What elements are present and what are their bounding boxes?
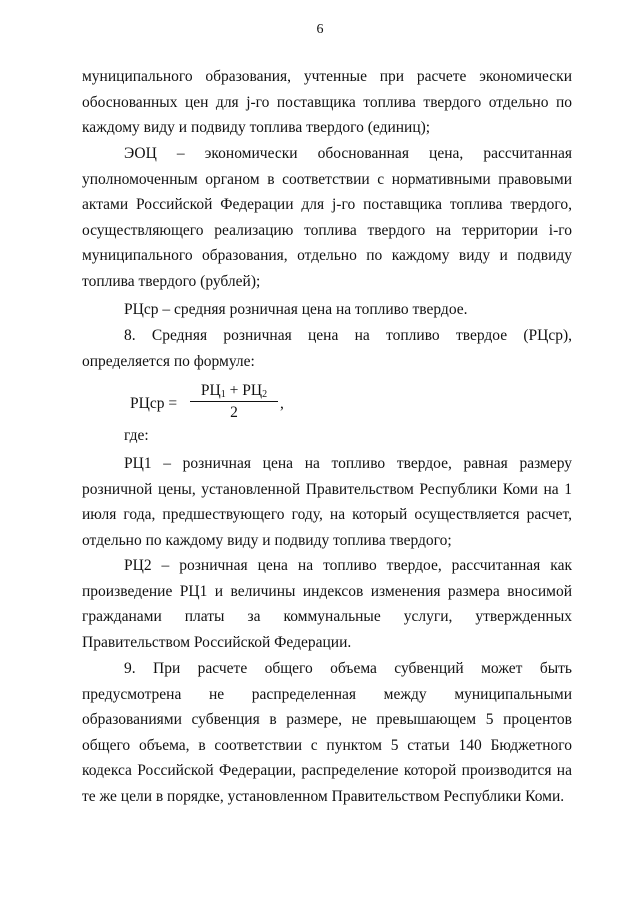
formula-comma: ,: [280, 395, 284, 412]
formula-lhs: РЦср =: [130, 395, 178, 412]
paragraph-item-8: 8. Средняя розничная цена на топливо твердое (РЦср), определяется по формуле:: [82, 327, 572, 370]
formula-fraction: [190, 382, 278, 422]
paragraph-rcsr-definition: РЦср – средняя розничная цена на топливо твердое.: [124, 301, 468, 318]
page-number: 6: [316, 22, 324, 37]
paragraph-item-9: 9. При расчете общего объема субвенций может быть предусмотрена не распределенная между муниципальными образованиями субвенция в размере, не превышающем 5 процентов общего объема, в соответствии с пунктом 5 статьи 140 Бюджетного кодекса Российской Федерации, распределение которой производится на те же цели в порядке, установленном Правительством Республики Коми.: [82, 660, 572, 805]
paragraph-rc1-definition: РЦ1 – розничная цена на топливо твердое, равная размеру розничной цены, установленной Правительством Республики Коми на 1 июля года, предшествующего году, на который осуществляется расчет, отдельно по каждому виду и подвиду топлива твердого;: [82, 455, 572, 549]
paragraph-where: где:: [124, 427, 149, 444]
formula-denominator: 2: [230, 404, 238, 421]
formula-numerator: $РЦ_1 + РЦ_2$: [190, 382, 278, 402]
paragraph-continuation: муниципального образования, учтенные при расчете экономически обоснованных цен для j-го поставщика топлива твердого отдельно по каждому виду и подвиду топлива твердого (единиц);: [82, 68, 572, 136]
paragraph-rc2-definition: РЦ2 – розничная цена на топливо твердое, рассчитанная как произведение РЦ1 и величины индексов изменения размера вносимой гражданами платы за коммунальные услуги, утвержденных Правительством Российской Федерации.: [82, 557, 572, 651]
paragraph-eoc-definition: ЭОЦ – экономически обоснованная цена, рассчитанная уполномоченным органом в соответствии с нормативными правовыми актами Российской Федерации для j-го поставщика топлива твердого, осуществляющего реализацию топлива твердого на территории i-го муниципального образования, отдельно по каждому виду и подвиду топлива твердого (рублей);: [82, 145, 572, 290]
